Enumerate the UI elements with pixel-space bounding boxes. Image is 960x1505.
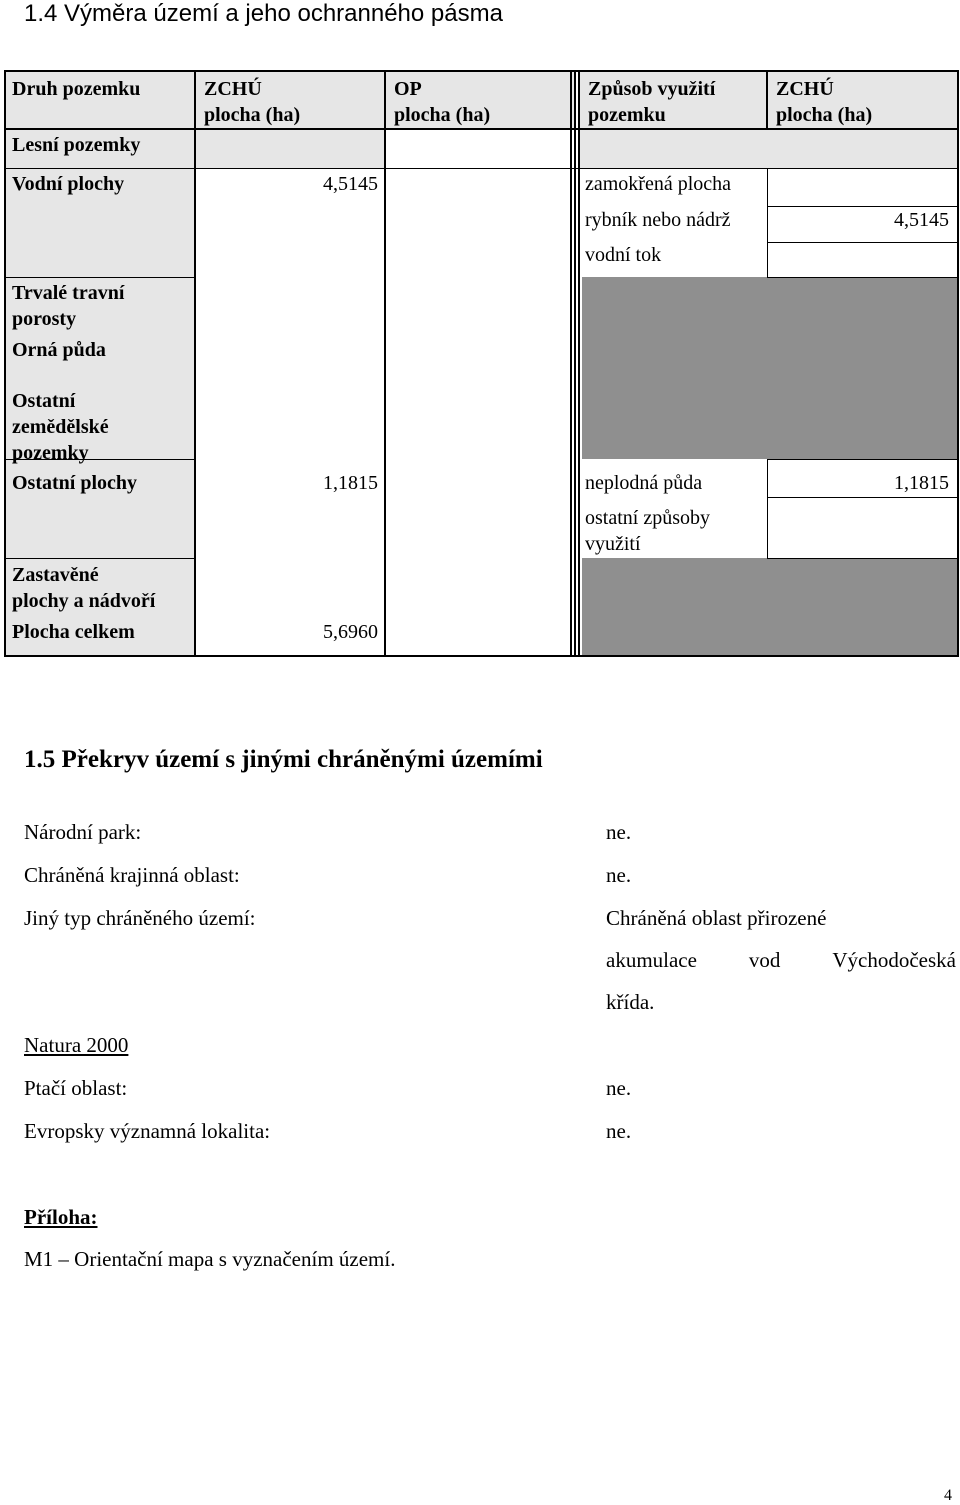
- value-jiny-typ-line3: křída.: [606, 990, 655, 1014]
- label-ptaci-oblast: Ptačí oblast:: [24, 1076, 128, 1100]
- section-title-1-4: 1.4 Výměra území a jeho ochranného pásma: [24, 0, 503, 27]
- value-ptaci-oblast: ne.: [606, 1076, 632, 1100]
- value-jiny-typ-word-2: vod: [748, 948, 781, 972]
- value-narodni-park: ne.: [606, 820, 632, 844]
- land-ostatni-zem: [4, 388, 109, 466]
- section-title-1-5: 1.5 Překryv území s jinými chráněnými územími: [24, 746, 543, 773]
- row-line-vodni: [4, 277, 194, 278]
- land-zastavene-line1: Zastavěné: [12, 564, 99, 586]
- page-number: 4: [944, 1487, 952, 1504]
- use-neplodna: neplodná půda: [585, 472, 703, 494]
- row-line-ostatni-plochy: [4, 558, 194, 559]
- land-vodni: Vodní plochy: [12, 173, 125, 195]
- col-divider-3a: [570, 70, 572, 657]
- header-druh-pozemku: Druh pozemku: [12, 78, 141, 100]
- header-zchu-1-line2: plocha (ha): [204, 104, 301, 126]
- header-op-line1: OP: [394, 78, 422, 100]
- header-op-line2: plocha (ha): [394, 104, 491, 126]
- area-table: [4, 70, 959, 657]
- lesni-zchu-bg: [194, 130, 384, 168]
- use-ostatni-zpusoby-line1: ostatní způsoby: [585, 507, 710, 529]
- land-celkem: Plocha celkem: [12, 621, 135, 643]
- col-divider-3b: [574, 70, 576, 657]
- header-bottom-line: [4, 128, 959, 130]
- land-trvale-line2: porosty: [12, 308, 77, 330]
- value-chko: ne.: [606, 863, 632, 887]
- header-zchu-2-line1: ZCHÚ: [776, 78, 834, 100]
- header-zpusob: [580, 72, 766, 128]
- land-orna: Orná půda: [12, 339, 106, 361]
- header-zpusob-line2: pozemku: [588, 104, 666, 126]
- land-zastavene-line2: plochy a nádvoří: [12, 590, 156, 612]
- use-rybnik: rybník nebo nádrž: [585, 209, 731, 231]
- col-divider-2: [384, 70, 386, 657]
- value-rybnik-zchu: 4,5145: [894, 209, 949, 231]
- land-lesni: Lesní pozemky: [12, 134, 141, 156]
- value-ostatni-zchu: 1,1815: [323, 472, 378, 494]
- label-jiny-typ: Jiný typ chráněného území:: [24, 906, 256, 930]
- header-zchu-1: [196, 72, 384, 128]
- value-jiny-typ-word-3: Východočeská: [832, 948, 956, 972]
- value-celkem-zchu: 5,6960: [323, 621, 378, 643]
- use-vodni-tok: vodní tok: [585, 244, 662, 266]
- header-zchu-2-line2: plocha (ha): [776, 104, 873, 126]
- value-evropsky: ne.: [606, 1119, 632, 1143]
- priloha-heading: Příloha:: [24, 1205, 98, 1229]
- land-trvale: [4, 280, 124, 332]
- label-natura-2000: Natura 2000: [24, 1033, 129, 1057]
- col-divider-3c: [578, 70, 580, 657]
- shaded-block-1: [582, 277, 957, 459]
- row-line-rybnik: [767, 242, 959, 243]
- row-line-neplodna: [767, 497, 959, 498]
- land-ostatni-zem-line3: pozemky: [12, 442, 89, 464]
- row-line-right-1: [767, 459, 959, 460]
- label-evropsky: Evropsky významná lokalita:: [24, 1119, 271, 1143]
- priloha-item: M1 – Orientační mapa s vyznačením území.: [24, 1247, 396, 1271]
- use-ostatni-zpusoby: [580, 505, 710, 557]
- land-trvale-line1: Trvalé travní: [12, 282, 125, 304]
- land-ostatni-zem-line1: Ostatní: [12, 390, 76, 412]
- header-zchu-1-line1: ZCHÚ: [204, 78, 262, 100]
- value-vodni-zchu: 4,5145: [323, 173, 378, 195]
- value-jiny-typ-line1: Chráněná oblast přirozené: [606, 906, 827, 930]
- value-jiny-typ-line2: [606, 946, 956, 974]
- header-op: [386, 72, 570, 128]
- label-chko: Chráněná krajinná oblast:: [24, 863, 240, 887]
- use-zamokrena: zamokřená plocha: [585, 173, 732, 195]
- label-narodni-park: Národní park:: [24, 820, 142, 844]
- value-neplodna-zchu: 1,1815: [894, 472, 949, 494]
- land-zastavene: [4, 562, 155, 614]
- row-line-ostatni-zp: [767, 558, 959, 559]
- use-ostatni-zpusoby-line2: využití: [585, 533, 641, 555]
- lesni-right-bg: [580, 130, 957, 168]
- header-zpusob-line1: Způsob využití: [588, 78, 716, 100]
- row-line-vodni-tok: [767, 277, 959, 278]
- col-divider-1: [194, 70, 196, 657]
- land-ostatni-plochy: Ostatní plochy: [12, 472, 138, 494]
- shaded-block-2: [582, 558, 957, 655]
- row-line-lesni: [4, 168, 959, 169]
- header-zchu-2: [768, 72, 957, 128]
- value-jiny-typ-word-1: akumulace: [606, 948, 697, 972]
- land-ostatni-zem-line2: zemědělské: [12, 416, 109, 438]
